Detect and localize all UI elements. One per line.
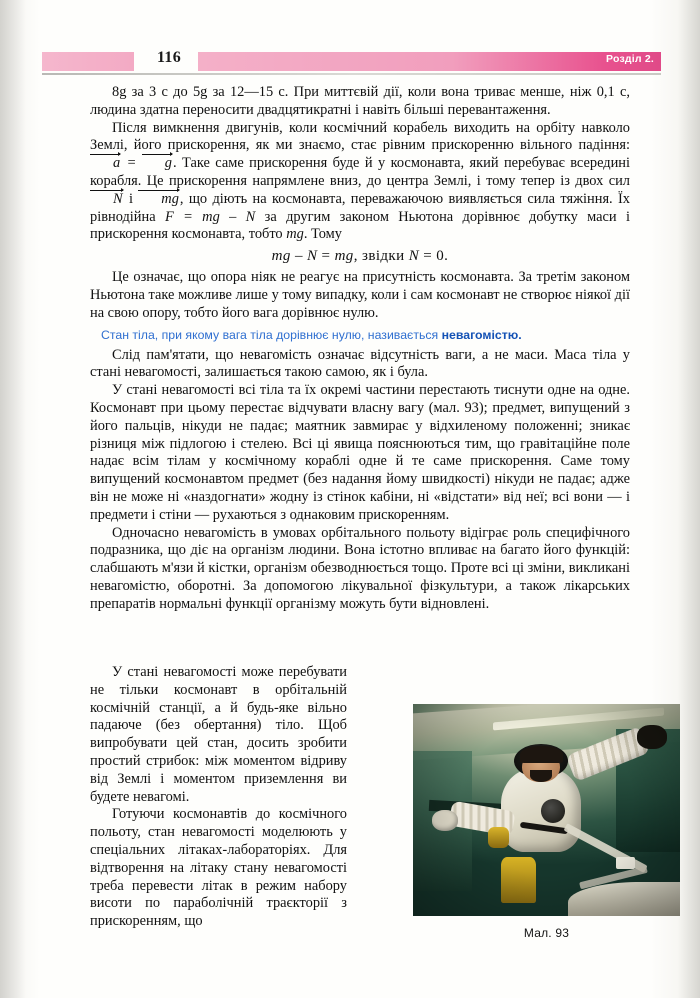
definition-term: невагомістю. xyxy=(441,327,522,342)
definition-weightlessness xyxy=(90,328,630,343)
paragraph-text: Слід пам'ятати, що невагомість означає відсутність ваги, а не маси. Маса тіла у стані невагомості, залишається такою самою, як і була. xyxy=(90,346,630,381)
paragraph-text: 8g за 3 с до 5g за 12—15 с. При миттєвій дії, коли вона триває менше, ніж 0,1 с, людина здатна переносити двадцятикратні і навіть більші перевантаження. xyxy=(90,84,630,118)
inline-formula-F: F = mg – N xyxy=(164,208,256,225)
equals-sign-1: = xyxy=(121,155,142,172)
paragraph-orbit-acceleration xyxy=(90,120,630,245)
header-bar-left xyxy=(42,52,134,71)
main-text-column xyxy=(90,84,630,614)
paragraph-text: У стані невагомості може перебувати не тільки космонавт в орбітальній космічній станції, а й будь-яке вільно падаюче (без обертання) тіло. Щоб випробувати цей стан, досить зробити простий стрибок: між моментом відриву від Землі і моментом приземлення ви будете невагомі. xyxy=(90,664,347,805)
inline-formula-mg: mg xyxy=(286,226,304,243)
vector-mg: mg xyxy=(138,191,180,209)
page-edge-shadow-right xyxy=(678,0,700,998)
formula-connector: , звідки xyxy=(353,248,409,265)
paragraph-text: Одночасно невагомість в умовах орбітального польоту відіграє роль специфічного подразника, що діє на організм людини. Вона істотно впливає на багато його функцій: слабшають м'язи й кістки, організм обезводнюється тощо. Проте всі ці зміни, викликані невагомістю, оборотні. За допомогою лікувальної фізкультури, а також лікарських препаратів нормальні функції організму можуть бути відновлені. xyxy=(90,524,630,612)
running-header xyxy=(0,48,700,74)
formula-zero: 0. xyxy=(436,248,449,265)
paragraph-text-b: . Таке саме прискорення буде й у космонавта, який перебуває всередині корабля. Це прискорення напрямлене вниз, до центра Землі, і тому тепер із двох сил xyxy=(90,155,630,189)
vector-N: N xyxy=(90,191,124,209)
chapter-label: Розділ 2. xyxy=(606,53,654,65)
display-formula xyxy=(90,248,630,265)
paragraph-text-c: і xyxy=(123,190,139,207)
paragraph-text: Готуючи космонавтів до космічного польоту, стан невагомості моделюють у спеціальних літаках-лабораторіях. Для відтворення на літаку стану невагомості треба перевести літак в режим набору висоти по параболічній траєкторії з прискоренням, що xyxy=(90,806,347,930)
paragraph-physiological-effects xyxy=(90,525,630,614)
paragraph-mass-vs-weight xyxy=(90,347,630,383)
formula-minus: – xyxy=(290,248,307,265)
formula-right: mg xyxy=(334,248,354,265)
formula-N: N xyxy=(307,248,318,265)
formula-left: mg xyxy=(271,248,291,265)
header-bar-right xyxy=(198,52,661,71)
definition-text: Стан тіла, при якому вага тіла дорівнює нулю, називається xyxy=(101,327,442,342)
vector-a: a xyxy=(90,155,121,173)
paragraph-third-law xyxy=(90,269,630,322)
paragraph-text-d: , що діють на космонавта, переважаючою виявляється сила тяжіння. Їх рівнодійна xyxy=(90,190,630,225)
figure-caption: Мал. 93 xyxy=(523,926,570,940)
formula-equals-2: = xyxy=(419,248,437,265)
paragraph-text-a: Після вимкнення двигунів, коли космічний корабель виходить на орбіту навколо Землі, його прискорення, як ми знаємо, стає рівним прискоренню вільного падіння: xyxy=(90,119,630,154)
paragraph-text: Це означає, що опора ніяк не реагує на присутність космонавта. За третім законом Ньютона таке можливе лише у тому випадку, коли і сам космонавт не створює ніякої дії на свою опору, тобто його вага дорівнює нулю. xyxy=(90,269,630,321)
vector-g: g xyxy=(142,155,173,173)
figure-93 xyxy=(413,704,680,940)
formula-N2: N xyxy=(408,248,420,265)
paragraph-text-e: за другим законом Ньютона дорівнює добутку маси і прискорення космонавта, тобто xyxy=(90,208,630,243)
cosmonaut-photo xyxy=(413,704,680,916)
paragraph-text: У стані невагомості всі тіла та їх окремі частини перестають тиснути одне на одне. Космонавт при цьому перестає відчувати власну вагу (мал. 93); предмет, випущений з його пальців, нікуди не падає; маятник завмирає у відхиленому положенні; зникає різниця між підлогою і стелею. Всі ці явища пояснюються тим, що гравітаційне поле надає всім тілам у космічному кораблі одне й те саме прискорення. Саме тому випущений космонавтом предмет (без надання йому швидкості) нікуди не падає; адже він не може ні «наздогнати» жодну із стінок кабіни, ні «відстати» від неї; всі вони — і предмети і стіни — рухаються з однаковим прискоренням. xyxy=(90,382,630,523)
paragraph-overload-tolerance xyxy=(90,84,630,120)
paragraph-weightlessness-effects xyxy=(90,382,630,524)
page-number: 116 xyxy=(156,49,182,66)
paragraph-text-f: . Тому xyxy=(303,226,342,243)
formula-equals: = xyxy=(317,248,335,265)
page-edge-shadow-left xyxy=(0,0,26,998)
header-rule xyxy=(42,73,661,75)
photo-vignette xyxy=(413,704,680,916)
